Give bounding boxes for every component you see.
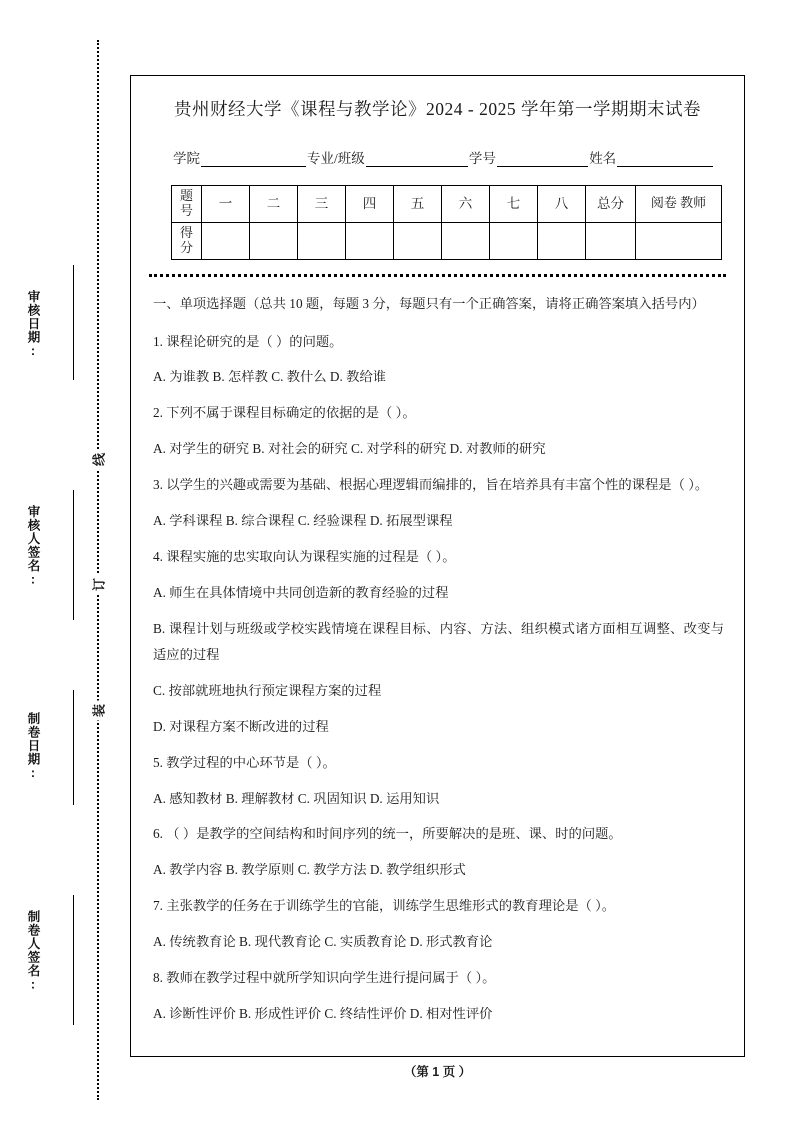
table-row-question-numbers xyxy=(172,185,722,222)
question-7 xyxy=(153,893,724,955)
dotted-separator xyxy=(149,274,726,277)
binding-margin xyxy=(0,0,130,1122)
row-header-score: 得 分 xyxy=(172,222,202,259)
info-label-student-id: 学号 xyxy=(468,150,496,166)
score-cell-1[interactable] xyxy=(202,222,250,259)
margin-rule-3 xyxy=(73,690,74,805)
question-2-options: A. 对学生的研究 B. 对社会的研究 C. 对学科的研究 D. 对教师的研究 xyxy=(153,441,546,457)
question-4 xyxy=(153,544,724,740)
col-header-6: 六 xyxy=(442,185,490,222)
col-header-1: 一 xyxy=(202,185,250,222)
marker-teacher-cell[interactable] xyxy=(636,222,722,259)
score-table xyxy=(171,185,722,260)
col-header-7: 七 xyxy=(490,185,538,222)
question-4-options xyxy=(153,580,724,740)
question-1-stem: 1. 课程论研究的是（ ）的问题。 xyxy=(153,333,343,349)
question-6-options: A. 教学内容 B. 教学原则 C. 教学方法 D. 教学组织形式 xyxy=(153,862,466,878)
question-body xyxy=(153,291,724,1027)
binding-char-bind: 订 xyxy=(86,575,111,595)
col-header-2: 二 xyxy=(250,185,298,222)
question-4-option-c: C. 按部就班地执行预定课程方案的过程 xyxy=(153,682,382,698)
margin-rule-1 xyxy=(73,265,74,380)
margin-label-reviewer-signature: 审核人签名: xyxy=(26,505,40,588)
score-cell-3[interactable] xyxy=(298,222,346,259)
question-5-stem: 5. 教学过程的中心环节是（ ）。 xyxy=(153,754,336,770)
question-3 xyxy=(153,472,724,534)
question-8 xyxy=(153,965,724,1027)
score-cell-2[interactable] xyxy=(250,222,298,259)
score-cell-5[interactable] xyxy=(394,222,442,259)
question-5-options: A. 感知教材 B. 理解教材 C. 巩固知识 D. 运用知识 xyxy=(153,790,440,806)
binding-dashed-line xyxy=(97,40,99,1100)
col-header-5: 五 xyxy=(394,185,442,222)
question-8-options: A. 诊断性评价 B. 形成性评价 C. 终结性评价 D. 相对性评价 xyxy=(153,1006,493,1022)
question-2-stem: 2. 下列不属于课程目标确定的依据的是（ ）。 xyxy=(153,405,416,421)
question-1-options: A. 为谁教 B. 怎样教 C. 教什么 D. 教给谁 xyxy=(153,369,387,385)
section-heading-1: 一、单项选择题（总共 10 题，每题 3 分，每题只有一个正确答案，请将正确答案填入括号内） xyxy=(153,295,705,311)
question-4-option-a: A. 师生在具体情境中共同创造新的教育经验的过程 xyxy=(153,585,449,600)
score-cell-6[interactable] xyxy=(442,222,490,259)
question-3-stem: 3. 以学生的兴趣或需要为基础、根据心理逻辑而编排的，旨在培养具有丰富个性的课程是（ ）。 xyxy=(153,477,709,493)
info-label-college: 学院 xyxy=(173,150,200,166)
total-score-cell[interactable] xyxy=(586,222,636,259)
student-name-field[interactable] xyxy=(617,153,713,167)
question-6-stem: 6. （ ）是教学的空间结构和时间序列的统一，所要解决的是班、课、时的问题。 xyxy=(153,826,622,842)
info-label-name: 姓名 xyxy=(589,150,617,166)
col-header-8: 八 xyxy=(538,185,586,222)
table-row-scores xyxy=(172,222,722,259)
question-4-stem: 4. 课程实施的忠实取向认为课程实施的过程是（ ）。 xyxy=(153,549,456,565)
score-cell-7[interactable] xyxy=(490,222,538,259)
question-6 xyxy=(153,821,724,883)
question-2 xyxy=(153,400,724,462)
score-cell-4[interactable] xyxy=(346,222,394,259)
col-header-marker: 阅卷 教师 xyxy=(636,185,722,222)
margin-label-review-date: 审核日期: xyxy=(26,290,40,359)
margin-label-produce-date: 制卷日期: xyxy=(26,712,40,781)
binding-char-seal: 装 xyxy=(86,701,111,721)
major-class-field[interactable] xyxy=(366,153,468,167)
info-label-major: 专业/班级 xyxy=(306,150,365,166)
col-header-4: 四 xyxy=(346,185,394,222)
score-cell-8[interactable] xyxy=(538,222,586,259)
student-info-line xyxy=(173,147,714,167)
margin-label-producer-signature: 制卷人签名: xyxy=(26,910,40,993)
student-id-field[interactable] xyxy=(497,153,588,167)
question-7-stem: 7. 主张教学的任务在于训练学生的官能，训练学生思维形式的教育理论是（ ）。 xyxy=(153,898,616,914)
question-1 xyxy=(153,329,724,391)
question-8-stem: 8. 教师在教学过程中就所学知识向学生进行提问属于（ ）。 xyxy=(153,970,496,986)
question-4-option-d: D. 对课程方案不断改进的过程 xyxy=(153,718,329,734)
question-3-options: A. 学科课程 B. 综合课程 C. 经验课程 D. 拓展型课程 xyxy=(153,513,453,529)
question-5 xyxy=(153,750,724,812)
college-field[interactable] xyxy=(201,153,306,167)
page-footer: （第 1 页 ） xyxy=(403,1065,472,1079)
question-7-options: A. 传统教育论 B. 现代教育论 C. 实质教育论 D. 形式教育论 xyxy=(153,934,493,950)
page-title: 贵州财经大学《课程与教学论》2024 - 2025 学年第一学期期末试卷 xyxy=(174,99,701,119)
question-4-option-b: B. 课程计划与班级或学校实践情境在课程目标、内容、方法、组织模式诸方面相互调整、改变与适应的过程 xyxy=(153,620,724,662)
exam-paper-frame xyxy=(130,75,745,1057)
margin-rule-2 xyxy=(73,490,74,620)
row-header-question-no: 题 号 xyxy=(172,185,202,222)
margin-rule-4 xyxy=(73,895,74,1025)
col-header-total: 总分 xyxy=(586,185,636,222)
col-header-3: 三 xyxy=(298,185,346,222)
binding-char-line: 线 xyxy=(86,450,111,470)
